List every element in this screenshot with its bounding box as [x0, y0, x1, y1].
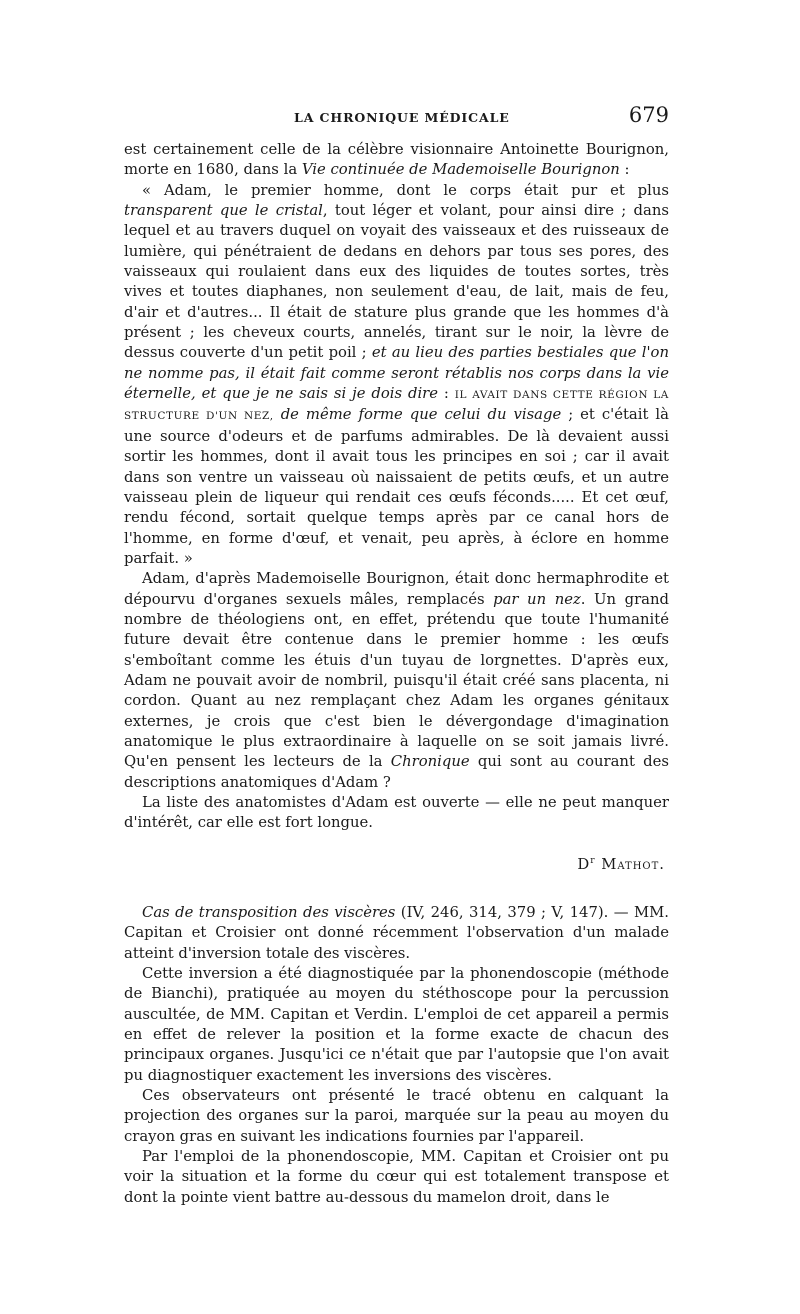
- article-heading-paragraph: Cas de transposition des viscères (IV, 246, 314, 379 ; V, 147). — MM. Capitan et Croisier ont donné récemment l'observation d'un malade atteint d'inversion totale des viscères.: [124, 903, 669, 962]
- paragraph: La liste des anatomistes d'Adam est ouverte — elle ne peut manquer d'intérêt, car elle est fort longue.: [124, 794, 669, 832]
- quotation-paragraph: « Adam, le premier homme, dont le corps était pur et plus transparent que le cristal, tout léger et volant, pour ainsi dire ; dans lequel et au travers duquel on voyait des vaisseaux et des ruisseaux de lumière, qui pénétraient de dedans en dehors par tous ses pores, des vaisseaux qui roulaient dans eux des liquides de toutes sortes, très vives et toutes diaphanes, non seulement d'eau, de lait, mais de feu, d'air et d'autres... Il était de stature plus grande que les hommes d'à présent ; les cheveux courts, annelés, tirant sur le noir, la lèvre de dessus couverte d'un petit poil ; et au lieu des parties bestiales que l'on ne nomme pas, il était fait comme seront rétablis nos corps dans la vie éternelle, et que je ne sais si je dois dire : IL AVAIT DANS CETTE RÉGION LA STRUCTURE D'UN NEZ, de même forme que celui du visage ; et c'était là une source d'odeurs et de parfums admirables. De là devaient aussi sortir les hommes, dont il avait tous les principes en soi ; car il avait dans son ventre un vaisseau où naissaient de petits œufs, et un autre vaisseau plein de liqueur qui rendait ces œufs féconds..... Et cet œuf, rendu fécond, sortait quelque temps après par ce canal hors de l'homme, en forme d'œuf, et venait, peu après, à éclore en homme parfait. »: [124, 181, 669, 567]
- paragraph: est certainement celle de la célèbre visionnaire Antoinette Bourignon, morte en 1680, dans la Vie continuée de Mademoiselle Bourignon :: [124, 141, 669, 179]
- paragraph: Par l'emploi de la phonendoscopie, MM. Capitan et Croisier ont pu voir la situation et la forme du cœur qui est totalement transpose et dont la pointe vient battre au-dessous du mamelon droit, dans le: [124, 1148, 669, 1206]
- running-title: LA CHRONIQUE MÉDICALE: [294, 110, 510, 125]
- page-header: [124, 103, 669, 131]
- paragraph: Cette inversion a été diagnostiquée par la phonendoscopie (méthode de Bianchi), pratiquée au moyen du stéthoscope pour la percussion auscultée, de MM. Capitan et Verdin. L'emploi de cet appareil a permis en effet de relever la position et la forme exacte de chacun des principaux organes. Jusqu'ici ce n'était que par l'autopsie que l'on avait pu diagnostiquer exactement les inversions des viscères.: [124, 964, 669, 1084]
- body-text: [124, 140, 669, 1208]
- small-caps-phrase: IL AVAIT DANS CETTE RÉGION LA STRUCTURE D'UN NEZ,: [124, 389, 669, 423]
- journal-title: Chronique: [390, 753, 470, 771]
- page-number: 679: [628, 103, 669, 127]
- book-title: Vie continuée de Mademoiselle Bourignon: [301, 161, 620, 179]
- paragraph: Ces observateurs ont présenté le tracé obtenu en calquant la projection des organes sur la paroi, marquée sur la peau au moyen du crayon gras en suivant les indications fournies par l'appareil.: [124, 1087, 669, 1145]
- article-title: Cas de transposition des viscères: [142, 903, 396, 921]
- paragraph: Adam, d'après Mademoiselle Bourignon, était donc hermaphrodite et dépourvu d'organes sexuels mâles, remplacés par un nez. Un grand nombre de théologiens ont, en effet, prétendu que toute l'humanité future devait être contenue dans le premier homme : les œufs s'emboîtant comme les étuis d'un tuyau de lorgnettes. D'après eux, Adam ne pouvait avoir de nombril, puisqu'il était créé sans placenta, ni cordon. Quant au nez remplaçant chez Adam les organes génitaux externes, je crois que c'est bien le dévergondage d'imagination anatomique le plus extraordinaire à laquelle on se soit jamais livré. Qu'en pensent les lecteurs de la Chronique qui sont au courant des descriptions anatomiques d'Adam ?: [124, 570, 669, 791]
- author-signature: $D^r$ Mathot.: [577, 855, 665, 873]
